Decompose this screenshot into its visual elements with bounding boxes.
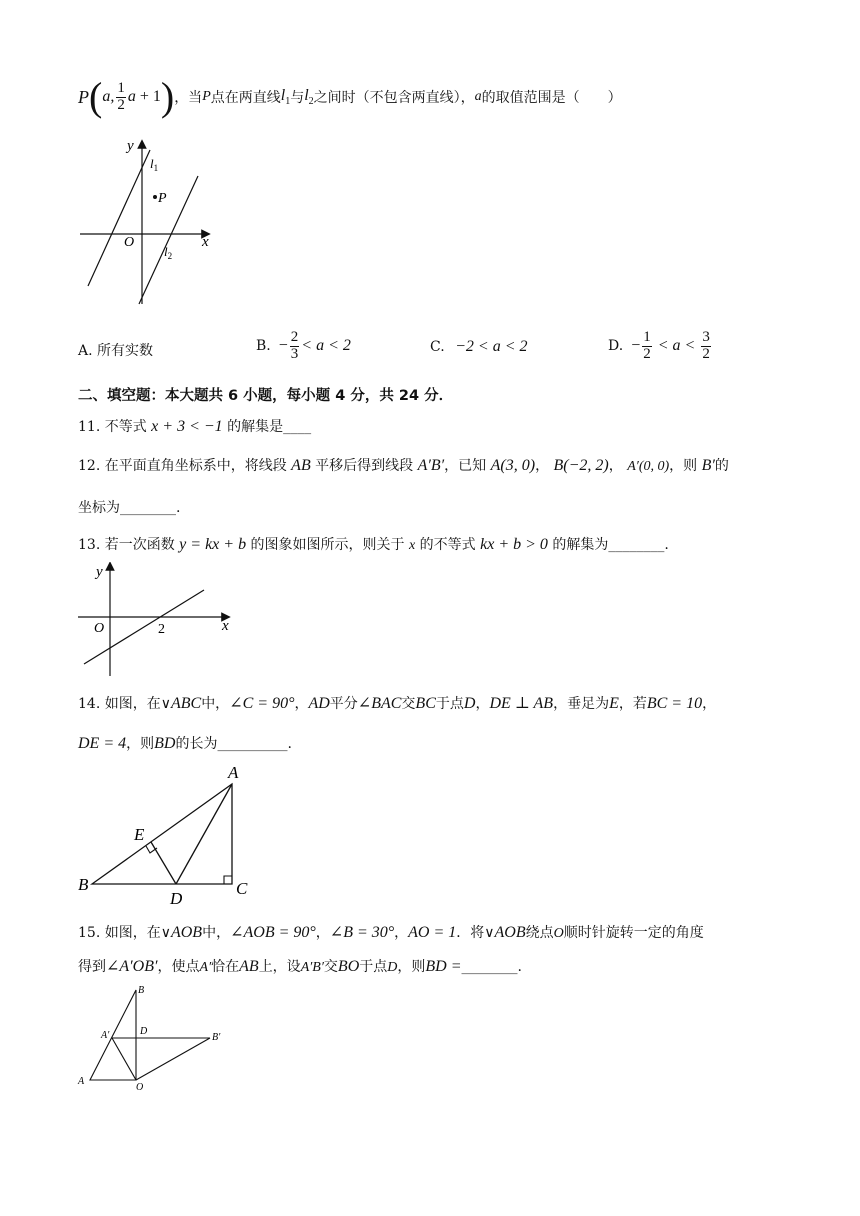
section-2-heading: 二、填空题：本大题共 6 小题，每小题 4 分，共 24 分． <box>78 388 454 404</box>
q13-label-y: y <box>96 564 103 580</box>
q10-point-p <box>153 195 157 199</box>
q14-figure <box>76 762 266 910</box>
q11: 11. 不等式 x + 3 < −1 的解集是____ <box>78 418 312 435</box>
q10-label-y: y <box>127 138 134 154</box>
q15-label-bp: B′ <box>212 1032 221 1043</box>
q12-line-1: 12. 在平面直角坐标系中，将线段 AB 平移后得到线段 A′B′，已知 A(3, 0)， B(−2, 2)， A′(0, 0)，则 B′的 <box>78 457 729 474</box>
coord-expr: a <box>127 88 136 105</box>
q10-label-l2: $l_2$ <box>164 244 173 261</box>
q13-label-o: O <box>94 621 105 636</box>
q15-segment-obp <box>136 1038 210 1080</box>
q10-text-4: 之间时（不包含两直线）， <box>313 90 475 106</box>
q14-label-d: D <box>170 889 183 908</box>
q15-segment-oap <box>112 1038 136 1080</box>
fraction-half: $\frac{1}{2}$ <box>117 79 125 113</box>
q14-triangle-abc <box>92 784 232 884</box>
q14-label-c: C <box>236 879 248 898</box>
q13: 13. 若一次函数 y = kx + b 的图象如图所示，则关于 x 的不等式 kx + b > 0 的解集为________. <box>78 536 669 553</box>
q15-label-o: O <box>136 1082 144 1093</box>
q15-figure <box>74 980 244 1096</box>
left-paren: ( <box>89 74 103 119</box>
option-a[interactable]: A. 所有实数 <box>78 343 154 359</box>
q15-label-d: D <box>140 1026 148 1037</box>
q14-line-2: DE = 4，则BD的长为__________. <box>78 735 292 752</box>
q14-right-angle-e <box>146 846 157 853</box>
q10-text-1: ，当 <box>174 90 203 106</box>
q10-figure <box>76 134 226 306</box>
q10-stem: P ( a, $\frac{1}{2}$ a + 1 ) ，当 P 点在两直线 $l_1$ 与 $l_2$ 之间时（不包含两直线）， a 的取值范围是（ ） <box>78 74 622 119</box>
q13-figure <box>76 562 236 680</box>
q14-segment-de <box>151 842 176 884</box>
q10-label-p: P <box>158 191 167 206</box>
q10-line-l1 <box>88 150 150 286</box>
q14-segment-ad <box>176 784 232 884</box>
option-b-fraction: $\frac{2}{3}$ <box>290 329 299 362</box>
q10-label-l1: $l_1$ <box>150 156 159 173</box>
q10-text-5: 的取值范围是（ ） <box>481 90 622 106</box>
q15-label-b: B <box>138 985 145 996</box>
q10-line-l2 <box>139 176 198 304</box>
q15-label-ap: A′ <box>101 1030 110 1041</box>
q10-text-3: 与 <box>290 90 305 106</box>
q14-label-e: E <box>134 825 145 844</box>
right-paren: ) <box>160 74 175 119</box>
option-d[interactable]: D. − $\frac{1}{2}$ < a < $\frac{3}{2}$ <box>608 329 710 362</box>
q14-line-1: 14. 如图，在∨ABC中，∠C = 90°，AD平分∠BAC交BC于点D，DE ⊥ AB，垂足为E，若BC = 10， <box>78 695 717 712</box>
option-c[interactable]: C. −2 < a < 2 <box>430 338 528 355</box>
q14-label-b: B <box>78 875 89 894</box>
q13-label-tick: 2 <box>158 622 165 637</box>
option-d-fraction-2: $\frac{3}{2}$ <box>702 329 710 362</box>
q15-label-a: A <box>78 1076 85 1087</box>
q10-label-o: O <box>124 235 135 250</box>
option-b[interactable]: B. − $\frac{2}{3}$ < a < 2 <box>256 329 351 362</box>
q13-label-x: x <box>222 618 229 634</box>
q15-line-1: 15. 如图，在∨AOB中，∠AOB = 90°，∠B = 30°，AO = 1．将∨AOB绕点O顺时针旋转一定的角度 <box>78 924 704 941</box>
q10-text-2: 点在两直线 <box>210 90 281 106</box>
q12-line-2: 坐标为________. <box>78 500 181 516</box>
q14-label-a: A <box>228 763 239 782</box>
q10-label-x: x <box>202 234 209 250</box>
point-p: P <box>78 86 89 107</box>
option-d-fraction-1: $\frac{1}{2}$ <box>643 329 651 362</box>
q15-triangle-aob <box>90 990 136 1080</box>
q10-l2: $l_2$ <box>304 86 314 108</box>
q10-p-var: P <box>202 89 211 104</box>
coord-a: a, <box>102 88 115 105</box>
q15-line-2: 得到∠A′OB′，使点A′恰在AB上，设A′B′交BO于点D，则BD =________. <box>78 958 522 975</box>
q10-a-var: a <box>474 89 482 104</box>
q10-l1: $l_1$ <box>280 86 291 108</box>
q14-right-angle-c <box>224 876 232 884</box>
